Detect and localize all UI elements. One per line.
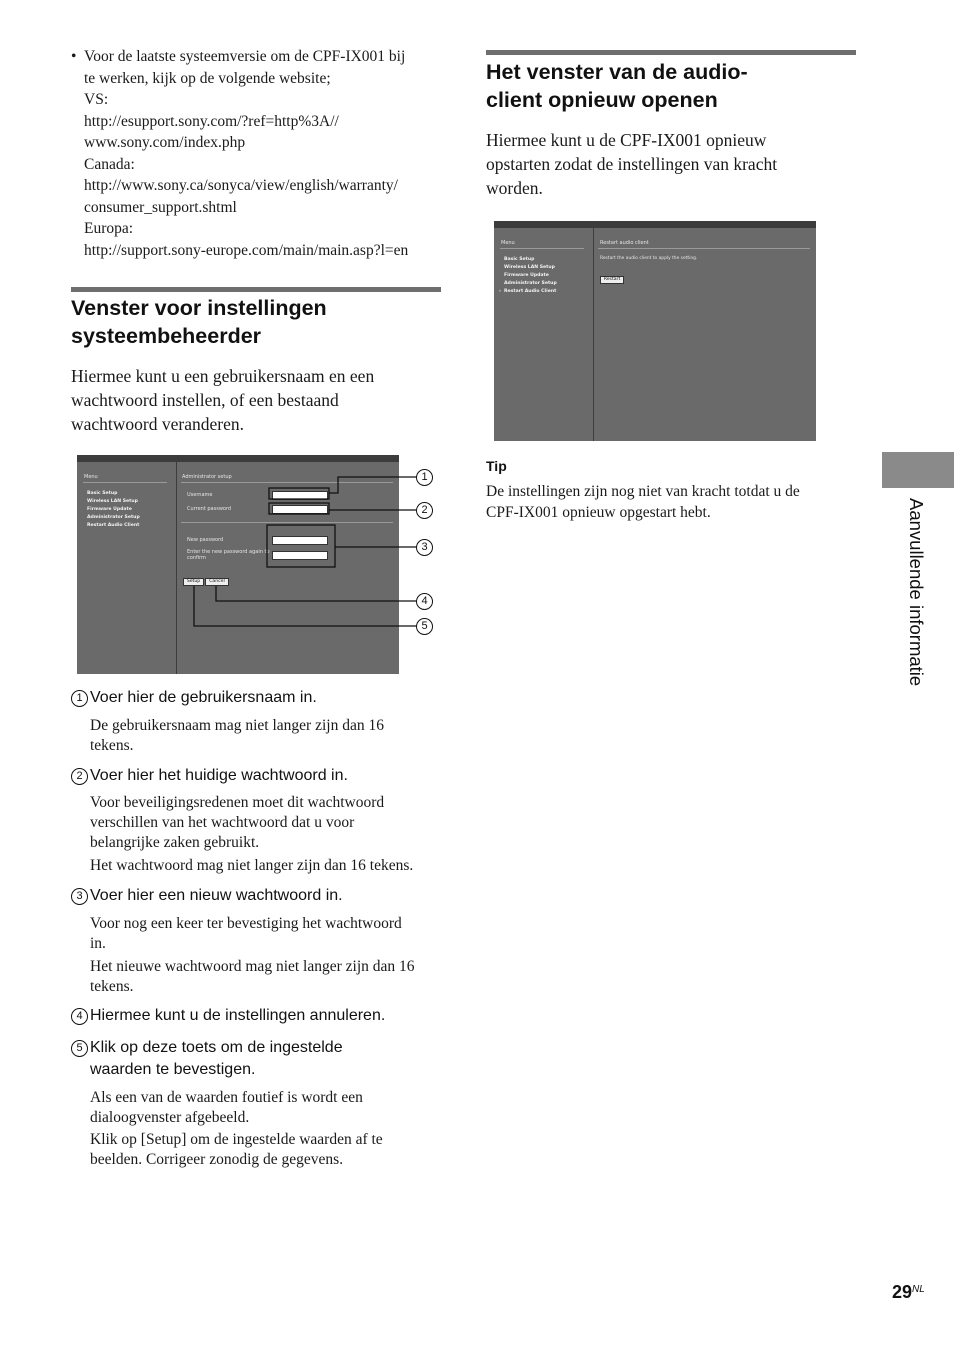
label-username: Username (187, 492, 213, 498)
intro-line: Hiermee kunt u een gebruikersnaam en een (71, 366, 375, 386)
intro-line: wachtwoord instellen, of een bestaand (71, 390, 339, 410)
page-number: $29^{NL}$ (892, 1282, 925, 1302)
bullet-line: Europa: (84, 220, 134, 237)
chapter-side-label: Aanvullende informatie (906, 498, 927, 687)
page-number-suffix: NL (912, 1284, 925, 1295)
item-2-body: Voor beveiligingsredenen moet dit wachtwoord verschillen van het wachtwoord dat u voor belangrijke zaken gebruikt. Het wachtwoord mag niet langer zijn dan 16 tekens. (90, 794, 414, 874)
callout-5: 5 (416, 618, 433, 635)
label-confirm-password-2: confirm (187, 555, 206, 561)
restart-audio-client-screenshot (494, 221, 816, 441)
url-canada-line-1: http://www.sony.ca/sonyca/view/english/warranty/ (84, 177, 398, 194)
menu-item-restart-audio-client[interactable]: Restart Audio Client (504, 289, 557, 294)
setup-button[interactable]: Setup (183, 578, 204, 586)
item-3-heading: 3 Voer hier een nieuw wachtwoord in. (71, 885, 343, 907)
window-topbar (494, 221, 816, 228)
menu-item-wireless-lan-setup[interactable]: Wireless LAN Setup (87, 499, 138, 504)
item-2-heading: 2 Voer hier het huidige wachtwoord in. (71, 765, 348, 787)
callout-4: 4 (416, 593, 433, 610)
menu-item-administrator-setup[interactable]: Administrator Setup (87, 515, 140, 520)
item-number: 2 (71, 768, 88, 785)
cancel-button[interactable]: Cancel (205, 578, 229, 586)
callout-3: 3 (416, 539, 433, 556)
title-line: systeembeheerder (71, 324, 262, 348)
url-us-line-2: www.sony.com/index.php (84, 134, 246, 151)
section-intro (486, 128, 777, 200)
item-4-heading: 4 Hiermee kunt u de instellingen annuleren. (71, 1005, 385, 1027)
label-current-password: Current password (187, 506, 232, 512)
title-line: client opnieuw openen (486, 88, 718, 112)
panel-underline (598, 248, 810, 249)
panel-title: Restart audio client (600, 240, 649, 246)
menu-title: Menu (84, 474, 98, 480)
intro-line: Hiermee kunt u de CPF-IX001 opnieuw (486, 130, 767, 150)
title-line: Het venster van de audio- (486, 60, 748, 84)
item-number: 1 (71, 690, 88, 707)
label-new-password: New password (187, 537, 224, 543)
menu-item-basic-setup[interactable]: Basic Setup (504, 257, 535, 262)
tip-body: De instellingen zijn nog niet van kracht totdat u de CPF-IX001 opnieuw opgestart hebt. (486, 483, 800, 521)
section-rule (486, 50, 856, 55)
menu-item-basic-setup[interactable]: Basic Setup (87, 491, 118, 496)
pane-divider (593, 221, 594, 441)
tip-title: Tip (486, 458, 507, 474)
panel-title: Administrator setup (182, 474, 232, 480)
bullet-line: Canada: (84, 155, 135, 173)
menu-item-administrator-setup[interactable]: Administrator Setup (504, 281, 557, 286)
menu-item-restart-audio-client[interactable]: Restart Audio Client (87, 523, 140, 528)
title-line: Venster voor instellingen (71, 296, 327, 320)
bullet-line: VS: (84, 91, 109, 108)
item-5-heading: 5 Klik op deze toets om de ingestelde waarden te bevestigen. (71, 1037, 343, 1081)
menu-item-firmware-update[interactable]: Firmware Update (87, 507, 132, 512)
item-5-body: Als een van de waarden foutief is wordt een dialoogvenster afgebeeld. Klik op [Setup] om de ingestelde waarden af te beelden. Corrigeer zonodig de gegevens. (90, 1089, 383, 1168)
bullet-line: te werken, kijk op de volgende website; (84, 69, 331, 87)
menu-title: Menu (501, 240, 515, 246)
restart-button[interactable]: Restart (600, 276, 624, 284)
url-europe: http://support.sony-europe.com/main/main.asp?l=en (84, 241, 409, 259)
url-canada-line-2: consumer_support.shtml (84, 198, 237, 216)
callout-2: 2 (416, 502, 433, 519)
intro-line: wachtwoord veranderen. (71, 414, 244, 434)
item-number: 3 (71, 888, 88, 905)
label-confirm-password: Enter the new password again to (187, 549, 270, 555)
menu-item-firmware-update[interactable]: Firmware Update (504, 273, 549, 278)
menu-item-wireless-lan-setup[interactable]: Wireless LAN Setup (504, 265, 555, 270)
bullet-line: Voor de laatste systeemversie om de CPF-IX001 bij (84, 48, 406, 65)
url-us-line-1: http://esupport.sony.com/?ref=http%3A// (84, 112, 339, 130)
section-title-restart (486, 58, 748, 114)
intro-line: opstarten zodat de instellingen van kracht (486, 154, 778, 174)
active-menu-marker-icon: › (499, 289, 501, 294)
chapter-tab (882, 452, 954, 488)
item-1-body: De gebruikersnaam mag niet langer zijn dan 16 tekens. (90, 717, 384, 754)
restart-message: Restart the audio client to apply the setting. (600, 256, 698, 261)
menu-underline (500, 248, 584, 249)
bullet-symbol: • (71, 48, 77, 65)
item-3-body: Voor nog een keer ter bevestiging het wachtwoord in. Het nieuwe wachtwoord mag niet langer zijn dan 16 tekens. (90, 915, 415, 995)
intro-line: worden. (486, 178, 543, 198)
item-number: 4 (71, 1008, 88, 1025)
callout-1: 1 (416, 469, 433, 486)
item-1-heading: 1 Voer hier de gebruikersnaam in. (71, 687, 317, 709)
item-number: 5 (71, 1040, 88, 1057)
